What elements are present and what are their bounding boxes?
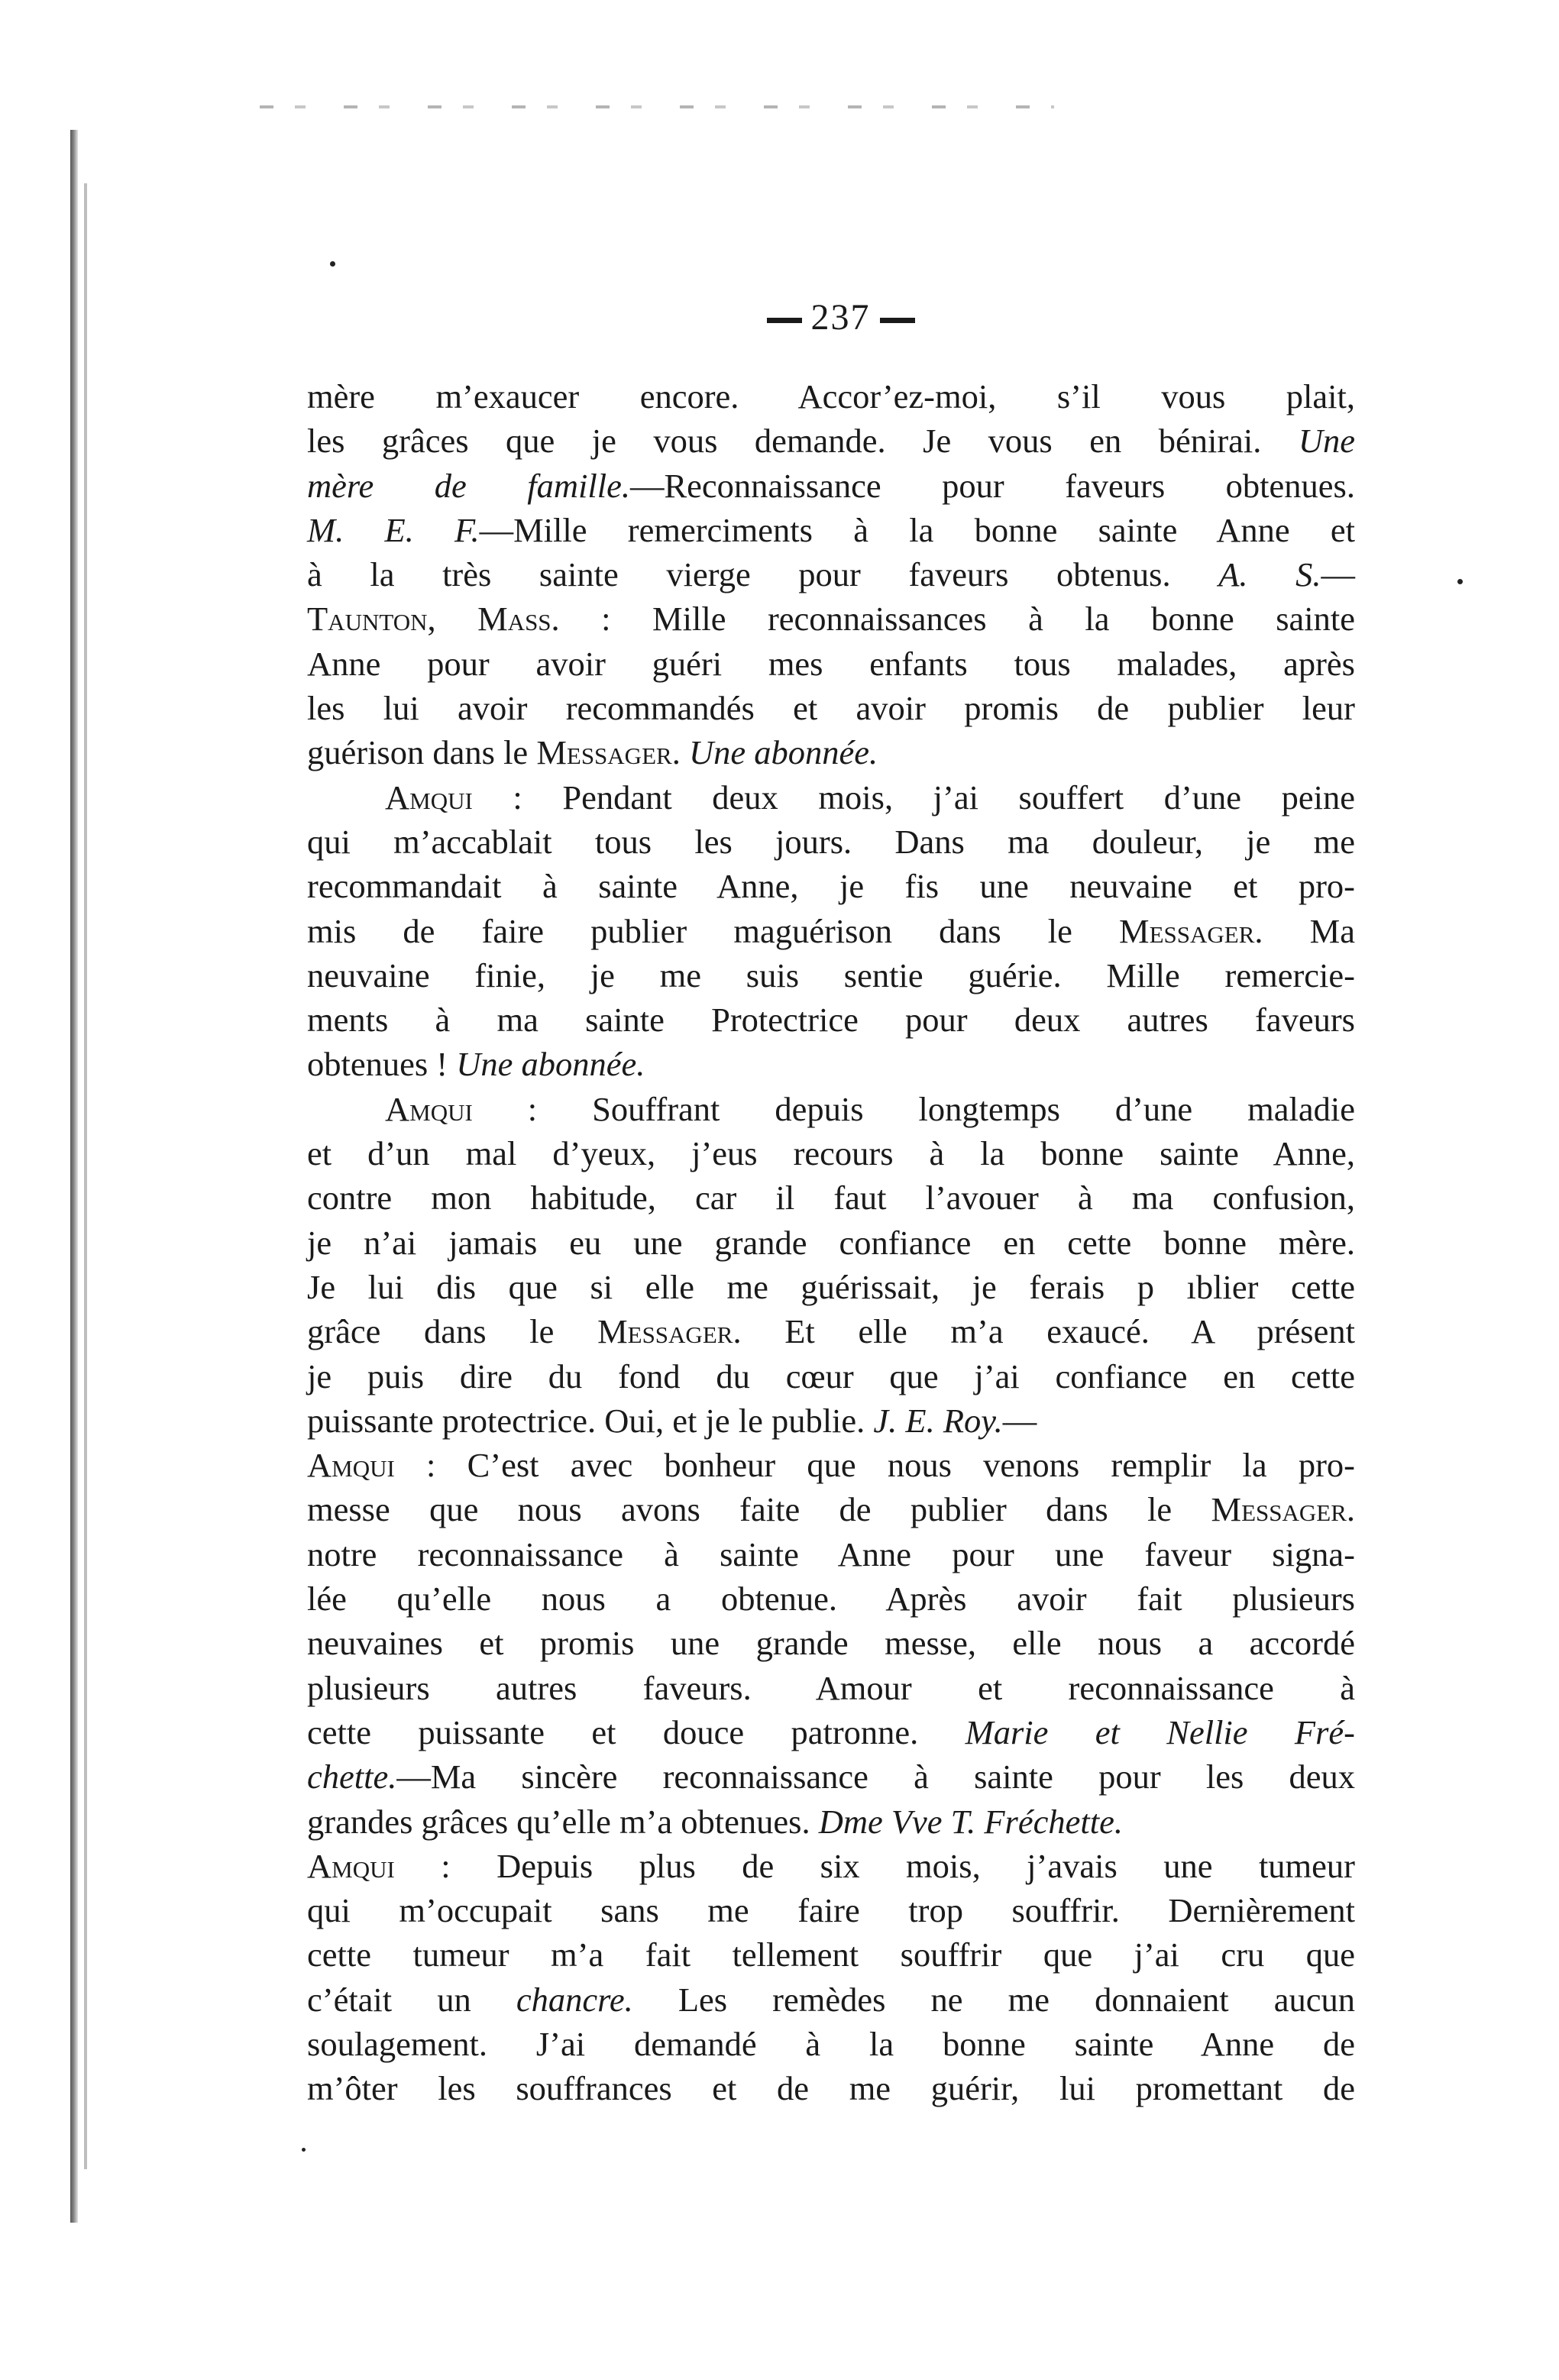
text-segment: recommandait à sainte Anne, je fis une neuvaine et pro-: [307, 867, 1355, 906]
text-line: [307, 1621, 1355, 1665]
text-segment: —Reconnaissance pour faveurs obtenues.: [630, 466, 1355, 505]
text-line: [307, 864, 1355, 908]
text-segment: : Depuis plus de six mois, j’avais une tumeur: [394, 1846, 1355, 1885]
page-number: [61, 296, 1559, 338]
text-segment: —: [1002, 1401, 1037, 1440]
text-segment: chancre.: [516, 1980, 633, 2019]
text-segment: Je lui dis que si elle me guérissait, je ferais p ıblier cette: [307, 1267, 1355, 1306]
text-segment: . Et elle m’a exaucé. A présent: [733, 1312, 1355, 1351]
text-line: [307, 1977, 1355, 2022]
text-segment: .: [671, 733, 689, 772]
text-segment: Dme Vve T. Fréchette.: [818, 1802, 1123, 1841]
text-segment: Messager: [1211, 1490, 1347, 1529]
text-segment: grandes grâces qu’elle m’a obtenues.: [307, 1802, 819, 1841]
text-line: [307, 419, 1355, 463]
text-segment: puissante protectrice. Oui, et je le publie.: [307, 1401, 874, 1440]
text-segment: : Souffrant depuis longtemps d’une maladie: [472, 1089, 1355, 1128]
text-segment: —Ma sincère reconnaissance à sainte pour les deux: [396, 1758, 1355, 1796]
text-line: [307, 464, 1355, 508]
text-line: [307, 1443, 1355, 1487]
text-line: [307, 1754, 1355, 1799]
text-segment: soulagement. J’ai demandé à la bonne sainte Anne de: [307, 2024, 1355, 2063]
text-segment: notre reconnaissance à sainte Anne pour une faveur signa-: [307, 1534, 1355, 1573]
text-segment: contre mon habitude, car il faut l’avouer à ma confusion,: [307, 1179, 1355, 1217]
text-line: [307, 1399, 1355, 1443]
text-segment: A. S.: [1218, 555, 1321, 594]
text-segment: qui m’accablait tous les jours. Dans ma douleur, je me: [307, 822, 1355, 861]
text-line: [307, 998, 1355, 1042]
text-segment: : C’est avec bonheur que nous venons remplir la pro-: [394, 1446, 1355, 1485]
text-segment: Amqui: [307, 1846, 395, 1885]
text-line: [307, 1175, 1355, 1220]
text-segment: mis de faire publier maguérison dans le: [307, 911, 1120, 950]
text-line: [307, 1221, 1355, 1265]
scan-speck: [330, 261, 335, 267]
text-segment: les lui avoir recommandés et avoir promis de publier leur: [307, 689, 1355, 728]
text-segment: cette puissante et douce patronne.: [307, 1712, 965, 1751]
text-segment: Anne pour avoir guéri mes enfants tous malades, après: [307, 644, 1355, 683]
text-segment: mère de famille.: [307, 466, 630, 505]
page-number-left-dash: [767, 318, 802, 323]
text-segment: : Mille reconnaissances à la bonne sainte: [559, 600, 1355, 639]
text-segment: Marie et Nellie Fré-: [965, 1712, 1355, 1751]
text-segment: lée qu’elle nous a obtenue. Après avoir fait plusieurs: [307, 1580, 1355, 1618]
text-line: [307, 1354, 1355, 1399]
text-segment: c’était un: [307, 1980, 516, 2019]
text-segment: Amqui: [385, 778, 473, 817]
text-line: [307, 820, 1355, 864]
text-line: [307, 953, 1355, 998]
text-segment: Amqui: [307, 1446, 395, 1485]
text-line: [307, 1487, 1355, 1531]
text-line: [307, 909, 1355, 953]
text-segment: mère m’exaucer encore. Accor’ez-moi, s’il vous plait,: [307, 377, 1355, 416]
text-segment: Une: [1298, 422, 1355, 461]
text-line: [307, 730, 1355, 774]
text-segment: —Mille remerciments à la bonne sainte Anne et: [479, 510, 1355, 549]
text-line: [307, 2022, 1355, 2066]
text-segment: à la très sainte vierge pour faveurs obtenus.: [307, 555, 1219, 594]
text-segment: chette.: [307, 1758, 397, 1796]
scan-speck: [302, 2148, 306, 2152]
text-segment: Messager: [1119, 911, 1255, 950]
text-line: [307, 642, 1355, 686]
page-number-value: 237: [810, 297, 871, 338]
text-line: [307, 2066, 1355, 2110]
text-line: [307, 1042, 1355, 1086]
text-line: [307, 686, 1355, 730]
text-segment: messe que nous avons faite de publier dans le: [307, 1490, 1211, 1529]
text-line: [307, 775, 1355, 820]
text-segment: grâce dans le: [307, 1312, 598, 1351]
text-segment: qui m’occupait sans me faire trop souffrir. Dernièrement: [307, 1891, 1355, 1930]
text-line: [307, 1666, 1355, 1710]
text-segment: M. E. F.: [307, 510, 480, 549]
text-segment: Une abonnée.: [688, 733, 878, 772]
text-segment: je puis dire du fond du cœur que j’ai confiance en cette: [307, 1357, 1355, 1395]
text-segment: .: [1346, 1490, 1355, 1529]
text-line: [307, 597, 1355, 641]
text-segment: cette tumeur m’a fait tellement souffrir que j’ai cru que: [307, 1935, 1355, 1974]
text-segment: Messager: [597, 1312, 733, 1351]
text-segment: plusieurs autres faveurs. Amour et reconnaissance à: [307, 1668, 1355, 1707]
text-line: [307, 1844, 1355, 1888]
text-line: [307, 1576, 1355, 1621]
text-segment: —: [1321, 555, 1355, 594]
text-segment: guérison dans le: [307, 733, 537, 772]
text-segment: je n’ai jamais eu une grande confiance en cette bonne mère.: [307, 1223, 1355, 1262]
text-line: [307, 1932, 1355, 1977]
scan-top-noise: [260, 105, 1054, 108]
text-segment: neuvaine finie, je me suis sentie guérie. Mille remercie-: [307, 956, 1355, 994]
text-segment: neuvaines et promis une grande messe, elle nous a accordé: [307, 1624, 1355, 1663]
scan-binding-edge: [70, 130, 78, 2223]
text-segment: Une abonnée.: [456, 1045, 645, 1084]
text-segment: les grâces que je vous demande. Je vous en bénirai.: [307, 422, 1299, 461]
text-line: [307, 1710, 1355, 1754]
text-line: [307, 1087, 1355, 1131]
text-segment: obtenues !: [307, 1045, 457, 1084]
text-line: [307, 1309, 1355, 1353]
text-line: [307, 1800, 1355, 1844]
scan-binding-shadow: [84, 183, 87, 2169]
text-segment: . Ma: [1254, 911, 1355, 950]
text-segment: Taunton, Mass.: [307, 600, 560, 639]
text-line: [307, 1265, 1355, 1309]
text-line: [307, 552, 1355, 597]
text-segment: Les remèdes ne me donnaient aucun: [632, 1980, 1355, 2019]
text-line: [307, 1888, 1355, 1932]
text-line: [307, 1532, 1355, 1576]
text-line: [307, 374, 1355, 419]
text-segment: m’ôter les souffrances et de me guérir, lui promettant de: [307, 2069, 1355, 2108]
page-number-right-dash: [880, 318, 915, 323]
text-segment: ments à ma sainte Protectrice pour deux autres faveurs: [307, 1001, 1355, 1040]
text-line: [307, 508, 1355, 552]
scan-speck: [1457, 579, 1463, 584]
text-segment: Messager: [536, 733, 672, 772]
text-segment: et d’un mal d’yeux, j’eus recours à la bonne sainte Anne,: [307, 1134, 1355, 1173]
text-segment: J. E. Roy.: [873, 1401, 1003, 1440]
text-line: [307, 1131, 1355, 1175]
text-segment: : Pendant deux mois, j’ai souffert d’une peine: [472, 778, 1355, 817]
body-text: [307, 374, 1355, 2111]
text-segment: Amqui: [385, 1089, 473, 1128]
